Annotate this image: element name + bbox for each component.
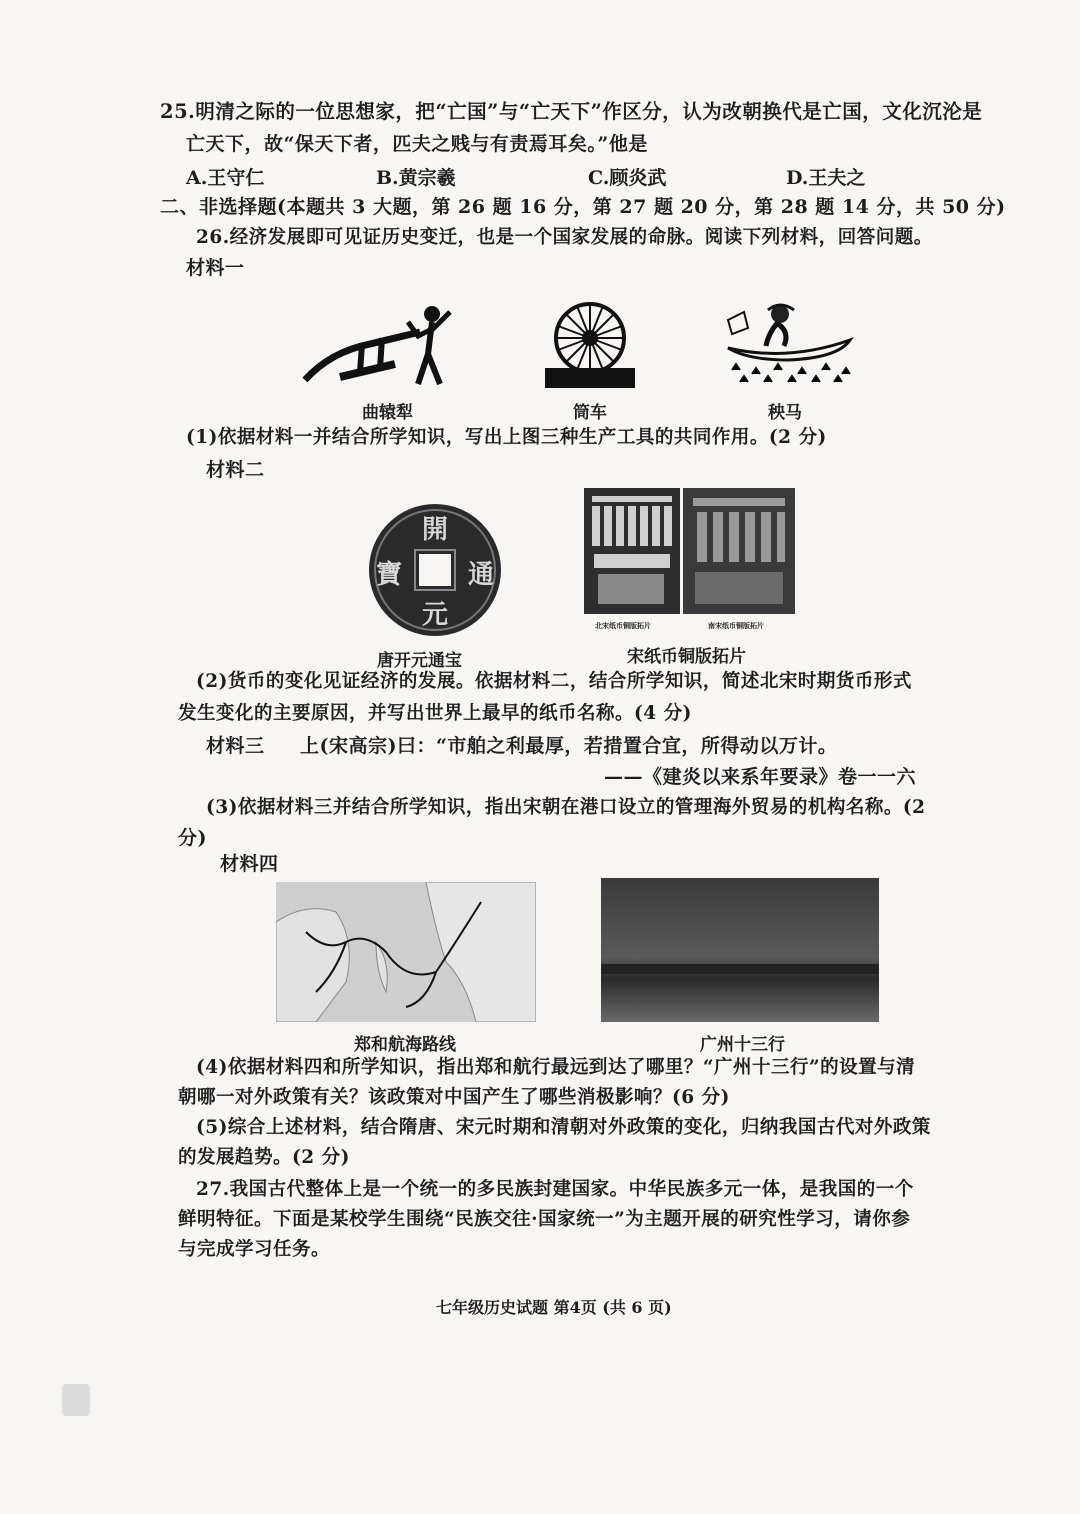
zheng-he-route-map [276, 882, 536, 1022]
section-two-heading: 二、非选择题(本题共 3 大题，第 26 题 16 分，第 27 题 20 分，第 28 题 14 分，共 50 分) [160, 196, 1006, 218]
zheng-he-route-caption: 郑和航海路线 [354, 1035, 456, 1055]
coin-char-left: 寶 [375, 560, 402, 590]
material-one-label: 材料一 [186, 257, 245, 279]
guangzhou-thirteen-hongs-caption: 广州十三行 [700, 1035, 785, 1055]
scan-smudge [62, 1384, 90, 1416]
q25-line2: 亡天下，故“保天下者，匹夫之贱与有责焉耳矣。”他是 [186, 133, 648, 155]
rice-seedling-boat-image [718, 300, 858, 386]
material-two-label: 材料二 [206, 459, 265, 481]
q25-option-b: B.黄宗羲 [376, 167, 456, 189]
q27-line3: 与完成学习任务。 [178, 1239, 331, 1260]
guangzhou-thirteen-hongs-photo [601, 878, 879, 1022]
q27-line1: 27.我国古代整体上是一个统一的多民族封建国家。中华民族多元一体，是我国的一个 [196, 1179, 914, 1200]
rice-seedling-boat-caption: 秧马 [768, 403, 802, 423]
material-three-label: 材料三 [206, 735, 265, 757]
q25-option-a: A.王守仁 [186, 167, 265, 189]
q26-sub2-line2: 发生变化的主要原因，并写出世界上最早的纸币名称。(4 分) [178, 703, 692, 724]
curved-plough-image [300, 292, 480, 392]
northern-song-plate-image [584, 488, 680, 614]
southern-song-plate-label: 南宋纸币铜版拓片 [708, 621, 764, 630]
material-three-source: ——《建炎以来系年要录》卷一一六 [604, 766, 917, 788]
material-four-label: 材料四 [220, 853, 279, 875]
q26-intro: 26.经济发展即可见证历史变迁，也是一个国家发展的命脉。阅读下列材料，回答问题。 [196, 227, 933, 248]
q26-sub5-line1: (5)综合上述材料，结合隋唐、宋元时期和清朝对外政策的变化，归纳我国古代对外政策 [196, 1117, 931, 1138]
curved-plough-caption: 曲辕犁 [362, 403, 413, 423]
coin-char-top: 開 [421, 515, 448, 545]
coin-char-right: 通 [467, 560, 494, 590]
q25-option-d: D.王夫之 [786, 167, 866, 189]
q25-line1: 25.明清之际的一位思想家，把“亡国”与“亡天下”作区分，认为改朝换代是亡国，文化沉沦是 [160, 100, 983, 123]
song-paper-money-caption: 宋纸币铜版拓片 [627, 647, 746, 667]
q27-line2: 鲜明特征。下面是某校学生围绕“民族交往·国家统一”为主题开展的研究性学习，请你参 [178, 1209, 911, 1230]
q26-sub3-line2: 分) [178, 827, 207, 849]
material-three-text: 上(宋高宗)曰：“市舶之利最厚，若措置合宜，所得动以万计。 [300, 735, 838, 757]
southern-song-plate-image [683, 488, 795, 614]
q26-sub5-line2: 的发展趋势。(2 分) [178, 1147, 350, 1168]
q26-sub4-line1: (4)依据材料四和所学知识，指出郑和航行最远到达了哪里？“广州十三行”的设置与清 [196, 1057, 916, 1078]
q26-sub4-line2: 朝哪一对外政策有关？该政策对中国产生了哪些消极影响？(6 分) [178, 1087, 730, 1108]
water-wheel-image [545, 298, 635, 388]
q26-sub2-line1: (2)货币的变化见证经济的发展。依据材料二，结合所学知识，简述北宋时期货币形式 [196, 671, 912, 692]
q25-option-c: C.顾炎武 [588, 167, 667, 189]
q26-sub3-line1: (3)依据材料三并结合所学知识，指出宋朝在港口设立的管理海外贸易的机构名称。(2 [206, 797, 926, 818]
coin-char-bottom: 元 [421, 600, 448, 630]
kaiyuan-coin-caption: 唐开元通宝 [377, 651, 462, 671]
northern-song-plate-label: 北宋纸币铜版拓片 [595, 621, 651, 630]
q26-sub1: (1)依据材料一并结合所学知识，写出上图三种生产工具的共同作用。(2 分) [186, 427, 827, 448]
page-footer: 七年级历史试题 第4页 (共 6 页) [436, 1298, 672, 1317]
water-wheel-caption: 筒车 [573, 403, 607, 423]
